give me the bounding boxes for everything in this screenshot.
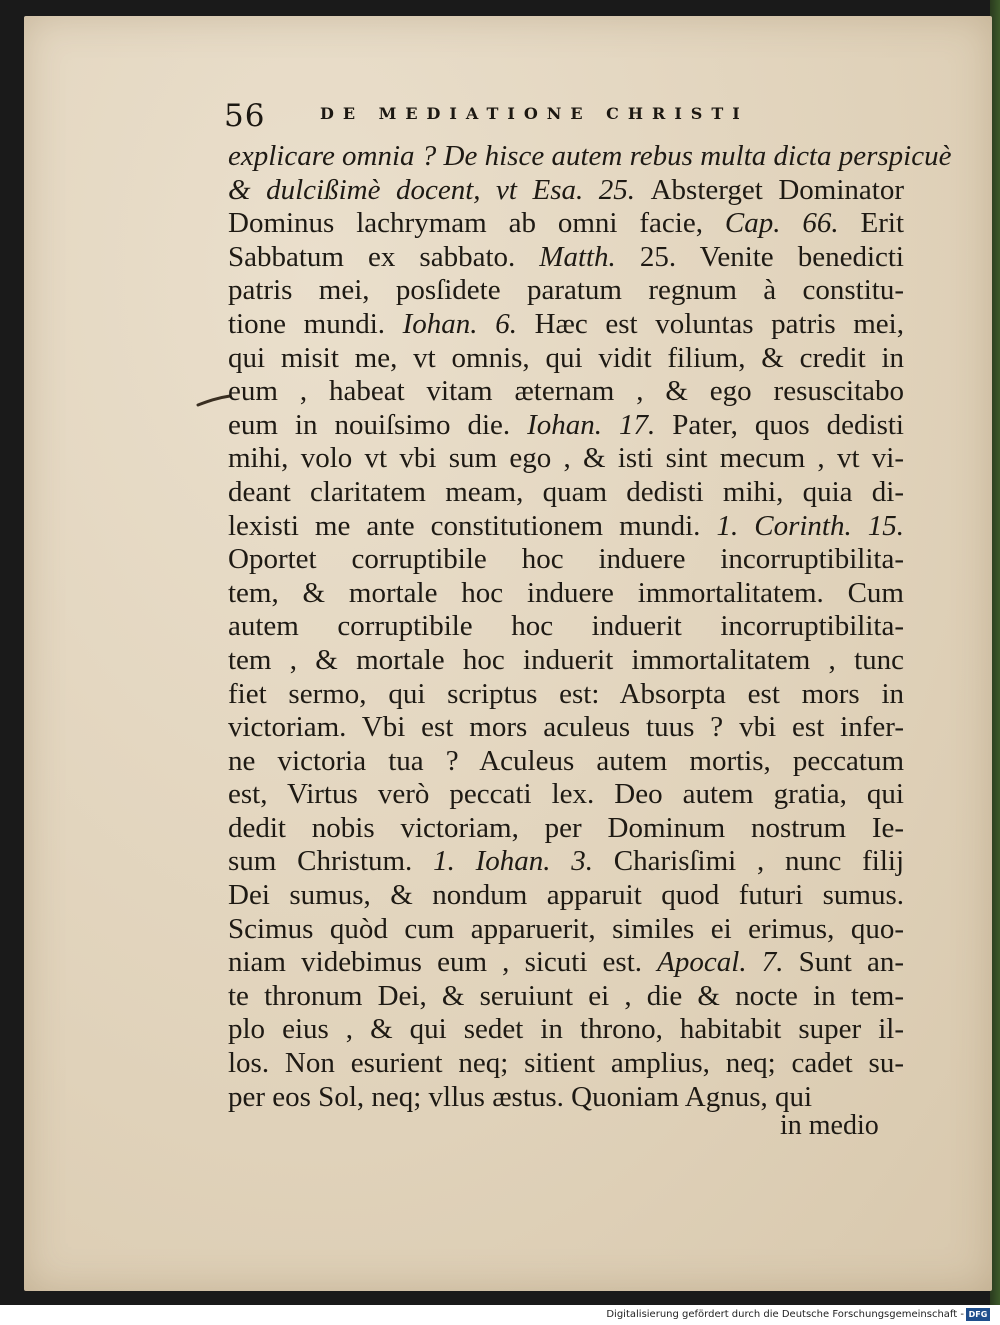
text-run: dedit nobis victoriam, per Dominum nostrum Ie- xyxy=(228,811,904,844)
text-line xyxy=(228,342,904,376)
italic-reference: Apocal. 7. xyxy=(657,946,784,979)
margin-pointer-mark xyxy=(196,392,232,408)
text-line xyxy=(228,1013,904,1047)
text-run: Sabbatum ex sabbato. xyxy=(228,240,540,273)
italic-reference: 1. Corinth. 15. xyxy=(716,509,904,542)
text-run: Pater, quos dedisti xyxy=(655,408,904,441)
text-line xyxy=(228,174,904,208)
text-run: Absterget Dominator xyxy=(650,173,904,206)
text-line xyxy=(228,375,904,409)
text-line xyxy=(228,207,904,241)
text-line xyxy=(228,510,904,544)
text-run: Charisſimi , nunc filij xyxy=(593,845,904,878)
text-line xyxy=(228,140,952,174)
text-run: per eos Sol, neq; vllus æstus. Quoniam Agnus, qui xyxy=(228,1080,813,1113)
text-line xyxy=(228,711,904,745)
text-line xyxy=(228,409,904,443)
text-line xyxy=(228,845,904,879)
text-run: Hæc est voluntas patris mei, xyxy=(516,307,904,340)
text-run: est, Virtus verò peccati lex. Deo autem gratia, qui xyxy=(228,778,904,811)
text-run: eum in nouiſsimo die. xyxy=(228,408,528,441)
text-run: 25. Venite benedicti xyxy=(615,240,904,273)
text-line xyxy=(228,644,904,678)
text-run: mihi, volo vt vbi sum ego , & isti sint mecum , vt vi- xyxy=(228,442,904,475)
italic-reference: Iohan. 17. xyxy=(527,408,656,441)
text-line xyxy=(228,980,904,1014)
text-run: Erit xyxy=(838,207,904,240)
text-run: eum , habeat vitam æternam , & ego resuscitabo xyxy=(228,375,904,408)
text-line xyxy=(228,946,904,980)
running-title: DE MEDIATIONE CHRISTI xyxy=(320,104,749,123)
text-line xyxy=(228,678,904,712)
italic-reference: Cap. 66. xyxy=(724,207,839,240)
text-run: victoriam. Vbi est mors aculeus tuus ? vbi est infer- xyxy=(228,711,904,744)
text-run: sum Christum. xyxy=(228,845,434,878)
text-line xyxy=(228,778,904,812)
italic-reference: 1. Iohan. 3. xyxy=(433,845,594,878)
text-run: Dominus lachrymam ab omni facie, xyxy=(228,207,725,240)
page-header xyxy=(224,96,924,136)
text-run: Sunt an- xyxy=(783,946,904,979)
text-line xyxy=(228,442,904,476)
text-line xyxy=(228,476,904,510)
text-line xyxy=(228,1047,904,1081)
text-run: Dei sumus, & nondum apparuit quod futuri sumus. xyxy=(228,879,904,912)
text-run: fiet sermo, qui scriptus est: Absorpta est mors in xyxy=(228,677,904,710)
dfg-logo: DFG xyxy=(966,1308,990,1321)
italic-reference: Iohan. 6. xyxy=(402,307,517,340)
funding-credit: Digitalisierung gefördert durch die Deutsche Forschungsgemeinschaft - xyxy=(606,1309,964,1320)
text-run: deant claritatem meam, quam dedisti mihi, quia di- xyxy=(228,475,904,508)
text-line xyxy=(228,610,904,644)
text-line xyxy=(228,577,904,611)
text-line xyxy=(228,543,904,577)
text-line xyxy=(228,274,904,308)
text-line xyxy=(228,745,904,779)
text-line xyxy=(228,879,904,913)
text-run: qui misit me, vt omnis, qui vidit filium, & credit in xyxy=(228,341,904,374)
italic-reference: & dulcißimè docent, vt Esa. 25. xyxy=(228,173,651,206)
italic-reference: explicare omnia ? De hisce autem rebus multa dicta perspicuè xyxy=(228,140,952,172)
text-run: autem corruptibile hoc induerit incorruptibilita- xyxy=(228,610,904,643)
text-run: ne victoria tua ? Aculeus autem mortis, peccatum xyxy=(228,744,904,777)
text-run: niam videbimus eum , sicuti est. xyxy=(228,946,658,979)
text-line xyxy=(228,812,904,846)
text-run: patris mei, posſidete paratum regnum à constitu- xyxy=(228,274,904,307)
body-text xyxy=(228,140,952,1114)
page-number: 56 xyxy=(224,98,266,134)
text-run: plo eius , & qui sedet in throno, habitabit super il- xyxy=(228,1013,904,1046)
text-run: Scimus quòd cum apparuerit, similes ei erimus, quo- xyxy=(228,912,904,945)
italic-reference: Matth. xyxy=(539,240,616,273)
catchword: in medio xyxy=(780,1110,879,1141)
text-line xyxy=(228,241,904,275)
text-run: los. Non esurient neq; sitient amplius, neq; cadet su- xyxy=(228,1047,904,1080)
text-run: tem , & mortale hoc induerit immortalitatem , tunc xyxy=(228,643,904,676)
text-run: Oportet corruptibile hoc induere incorruptibilita- xyxy=(228,543,904,576)
text-run: tem, & mortale hoc induere immortalitatem. Cum xyxy=(228,576,904,609)
text-line xyxy=(228,913,904,947)
text-run: tione mundi. xyxy=(228,307,403,340)
text-run: lexisti me ante constitutionem mundi. xyxy=(228,509,717,542)
text-run: te thronum Dei, & seruiunt ei , die & nocte in tem- xyxy=(228,979,904,1012)
text-line xyxy=(228,308,904,342)
